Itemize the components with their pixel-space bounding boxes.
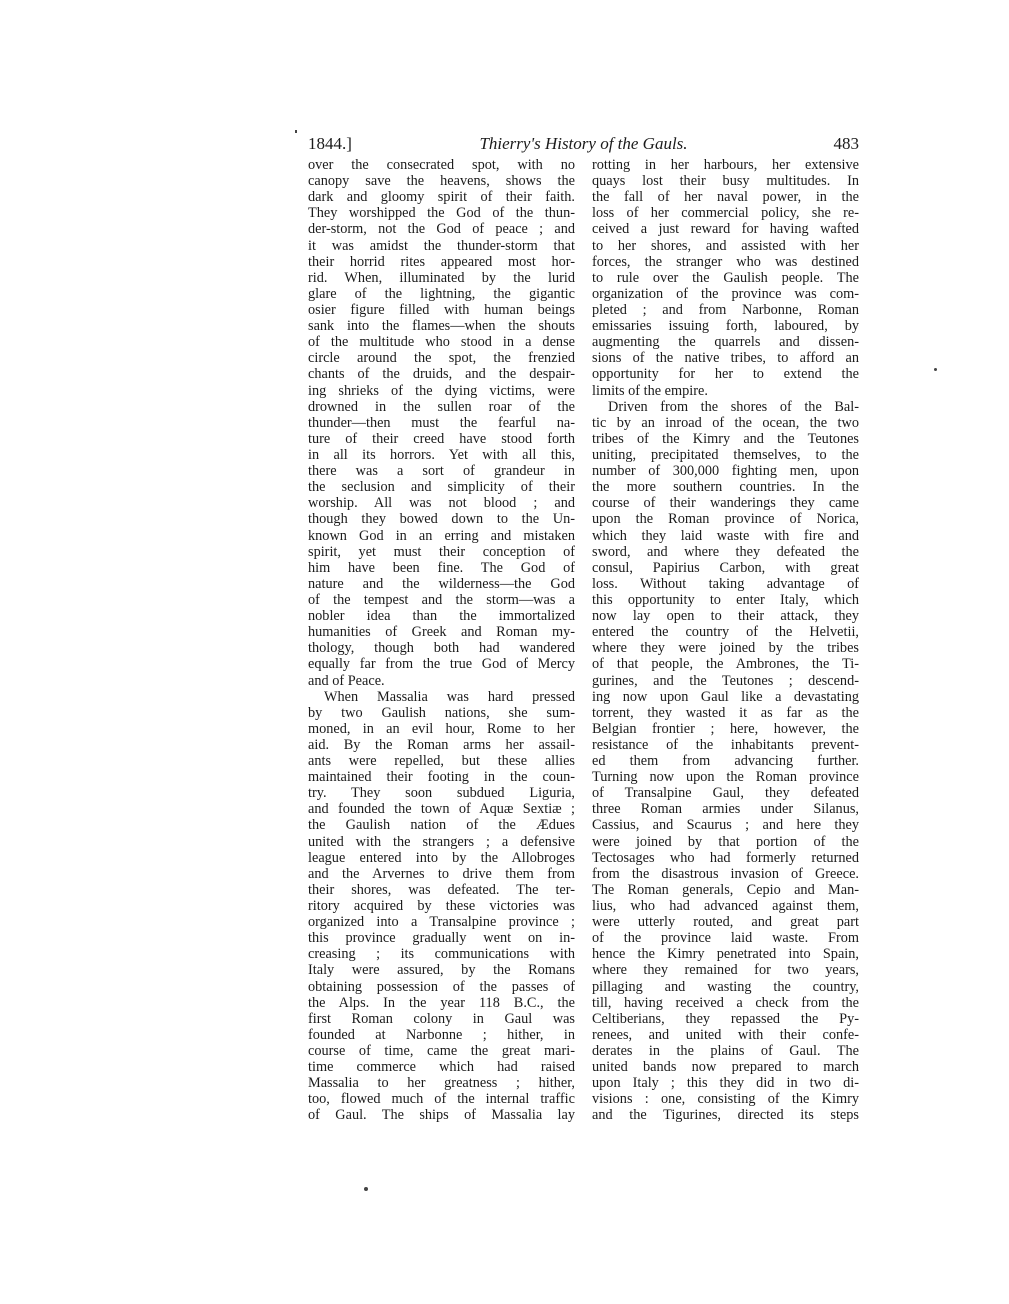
text-line: nature and the wilderness—the God xyxy=(308,575,575,592)
text-line: ants were repelled, but these allies xyxy=(308,753,575,770)
right-text-column xyxy=(592,157,859,1124)
text-line: visions : one, consisting of the Kimry xyxy=(592,1091,859,1108)
text-line: which they laid waste with fire and xyxy=(592,527,859,544)
text-line: where they were joined by the tribes xyxy=(592,640,859,657)
text-line: rotting in her harbours, her extensive xyxy=(592,157,859,173)
text-line: gurines, and the Teutones ; descend- xyxy=(592,672,859,689)
text-line: upon the Roman province of Norica, xyxy=(592,511,859,528)
text-line: The Roman generals, Cepio and Man- xyxy=(592,881,859,898)
text-line: of that people, the Ambrones, the Ti- xyxy=(592,656,859,673)
text-line: too, flowed much of the internal traffic xyxy=(308,1091,575,1108)
text-line: to her shores, and assisted with her xyxy=(592,237,859,254)
text-line: opportunity for her to extend the xyxy=(592,366,859,383)
text-line: over the consecrated spot, with no xyxy=(308,157,575,173)
text-line: course of time, came the great mari- xyxy=(308,1043,575,1060)
text-line: of the province laid waste. From xyxy=(592,930,859,947)
text-line: there was a sort of grandeur in xyxy=(308,463,575,480)
text-line: derates in the plains of Gaul. The xyxy=(592,1043,859,1060)
text-line: ture of their creed have stood forth xyxy=(308,430,575,447)
text-line: the seclusion and simplicity of their xyxy=(308,479,575,496)
text-line: humanities of Greek and Roman my- xyxy=(308,624,575,641)
text-line: Cassius, and Scaurus ; and here they xyxy=(592,817,859,834)
text-line: osier figure filled with human beings xyxy=(308,301,575,318)
text-line: their horrid rites appeared most hor- xyxy=(308,253,575,270)
text-line: of the multitude who stood in a dense xyxy=(308,334,575,351)
text-line: uniting, precipitated themselves, to the xyxy=(592,446,859,463)
text-line: league entered into by the Allobroges xyxy=(308,849,575,866)
text-line: When Massalia was hard pressed xyxy=(324,688,575,705)
text-line: it was amidst the thunder-storm that xyxy=(308,237,575,254)
text-line: tic by an inroad of the ocean, the two xyxy=(592,414,859,431)
text-line: and founded the town of Aquæ Sextiæ ; xyxy=(308,801,575,818)
text-line: of the tempest and the storm—was a xyxy=(308,591,575,608)
text-line: circle around the spot, the frenzied xyxy=(308,350,575,367)
text-line: Tectosages who had formerly returned xyxy=(592,849,859,866)
text-line: ritory acquired by these victories was xyxy=(308,898,575,915)
text-line: Massalia to her greatness ; hither, xyxy=(308,1075,575,1092)
print-mark xyxy=(934,368,937,371)
text-line: Belgian frontier ; here, however, the xyxy=(592,720,859,737)
text-line: their shores, was defeated. The ter- xyxy=(308,881,575,898)
running-header xyxy=(308,133,859,155)
text-line: and the Arvernes to drive them from xyxy=(308,865,575,882)
text-line: ed them from advancing further. xyxy=(592,753,859,770)
text-line: sword, and where they defeated the xyxy=(592,543,859,560)
text-line: equally far from the true God of Mercy xyxy=(308,656,575,673)
text-line: now lay open to their attack, they xyxy=(592,608,859,625)
text-line: to rule over the Gaulish people. The xyxy=(592,269,859,286)
text-line: pillaging and wasting the country, xyxy=(592,978,859,995)
text-line: rid. When, illuminated by the lurid xyxy=(308,269,575,286)
text-line: emissaries issuing forth, laboured, by xyxy=(592,318,859,335)
running-title: Thierry's History of the Gauls. xyxy=(479,134,688,153)
text-line: loss. Without taking advantage of xyxy=(592,575,859,592)
text-line: lius, who had advanced against them, xyxy=(592,898,859,915)
text-line: thunder—then must the fearful na- xyxy=(308,414,575,431)
text-line: of Gaul. The ships of Massalia lay xyxy=(308,1107,575,1124)
text-line: worship. All was not blood ; and xyxy=(308,495,575,512)
text-line: spirit, yet must their conception of xyxy=(308,543,575,560)
text-line: founded at Narbonne ; hither, in xyxy=(308,1026,575,1043)
page-number: 483 xyxy=(833,134,859,153)
text-line: Celtiberians, they repassed the Py- xyxy=(592,1010,859,1027)
text-line: of Transalpine Gaul, they defeated xyxy=(592,785,859,802)
text-line: this opportunity to enter Italy, which xyxy=(592,591,859,608)
text-line: the fall of her naval power, in the xyxy=(592,189,859,206)
text-line: maintained their footing in the coun- xyxy=(308,769,575,786)
text-line: dark and gloomy spirit of their faith. xyxy=(308,189,575,206)
text-line: obtaining possession of the passes of xyxy=(308,978,575,995)
text-line: known God in an erring and mistaken xyxy=(308,527,575,544)
text-line: entered the country of the Helvetii, xyxy=(592,624,859,641)
text-line: They worshipped the God of the thun- xyxy=(308,205,575,222)
text-line: till, having received a check from the xyxy=(592,994,859,1011)
text-line: time commerce which had raised xyxy=(308,1059,575,1076)
text-line: der-storm, not the God of peace ; and xyxy=(308,221,575,238)
text-line: tribes of the Kimry and the Teutones xyxy=(592,430,859,447)
text-line: Turning now upon the Roman province xyxy=(592,769,859,786)
text-line: united with the strangers ; a defensive xyxy=(308,833,575,850)
header-year: 1844.] xyxy=(308,134,352,153)
text-line: resistance of the inhabitants prevent- xyxy=(592,736,859,753)
text-line: canopy save the heavens, shows the xyxy=(308,173,575,190)
text-line: number of 300,000 fighting men, upon xyxy=(592,463,859,480)
text-line: moned, in an evil hour, Rome to her xyxy=(308,720,575,737)
text-line: Driven from the shores of the Bal- xyxy=(608,398,859,415)
text-line: glare of the lightning, the gigantic xyxy=(308,285,575,302)
text-line: ceived a just reward for having wafted xyxy=(592,221,859,238)
text-line: and of Peace. xyxy=(308,672,385,689)
text-line: first Roman colony in Gaul was xyxy=(308,1010,575,1027)
text-line: pleted ; and from Narbonne, Roman xyxy=(592,301,859,318)
print-mark xyxy=(364,1187,368,1191)
text-line: though they bowed down to the Un- xyxy=(308,511,575,528)
text-line: consul, Papirius Carbon, with great xyxy=(592,559,859,576)
text-line: hence the Kimry penetrated into Spain, xyxy=(592,946,859,963)
text-line: three Roman armies under Silanus, xyxy=(592,801,859,818)
text-line: creasing ; its communications with xyxy=(308,946,575,963)
text-line: ing shrieks of the dying victims, were xyxy=(308,382,575,399)
text-line: nobler idea than the immortalized xyxy=(308,608,575,625)
text-line: chants of the druids, and the despair- xyxy=(308,366,575,383)
text-line: augmenting the quarrels and dissen- xyxy=(592,334,859,351)
text-line: the more southern countries. In the xyxy=(592,479,859,496)
text-line: ing now upon Gaul like a devastating xyxy=(592,688,859,705)
text-line: loss of her commercial policy, she re- xyxy=(592,205,859,222)
text-line: in all its horrors. Yet with all this, xyxy=(308,446,575,463)
text-line: the Gaulish nation of the Ædues xyxy=(308,817,575,834)
text-line: aid. By the Roman arms her assail- xyxy=(308,736,575,753)
text-line: this province gradually went on in- xyxy=(308,930,575,947)
text-line: and the Tigurines, directed its steps xyxy=(592,1107,859,1124)
text-line: forces, the stranger who was destined xyxy=(592,253,859,270)
text-line: organized into a Transalpine province ; xyxy=(308,914,575,931)
text-line: sions of the native tribes, to afford an xyxy=(592,350,859,367)
text-line: Italy were assured, by the Romans xyxy=(308,962,575,979)
text-line: were joined by that portion of the xyxy=(592,833,859,850)
text-line: quays lost their busy multitudes. In xyxy=(592,173,859,190)
text-line: by two Gaulish nations, she sum- xyxy=(308,704,575,721)
text-line: united bands now prepared to march xyxy=(592,1059,859,1076)
text-line: the Alps. In the year 118 B.C., the xyxy=(308,994,575,1011)
text-line: torrent, they wasted it as far as the xyxy=(592,704,859,721)
text-line: him have been fine. The God of xyxy=(308,559,575,576)
text-line: organization of the province was com- xyxy=(592,285,859,302)
print-mark xyxy=(295,130,297,133)
text-line: upon Italy ; this they did in two di- xyxy=(592,1075,859,1092)
text-line: where they remained for two years, xyxy=(592,962,859,979)
text-line: drowned in the sullen roar of the xyxy=(308,398,575,415)
text-line: were utterly routed, and great part xyxy=(592,914,859,931)
left-text-column xyxy=(308,157,575,1124)
text-line: limits of the empire. xyxy=(592,382,708,399)
text-line: course of their wanderings they came xyxy=(592,495,859,512)
text-line: try. They soon subdued Liguria, xyxy=(308,785,575,802)
text-line: renees, and united with their confe- xyxy=(592,1026,859,1043)
text-line: from the disastrous invasion of Greece. xyxy=(592,865,859,882)
text-line: sank into the flames—when the shouts xyxy=(308,318,575,335)
text-line: thology, though both had wandered xyxy=(308,640,575,657)
